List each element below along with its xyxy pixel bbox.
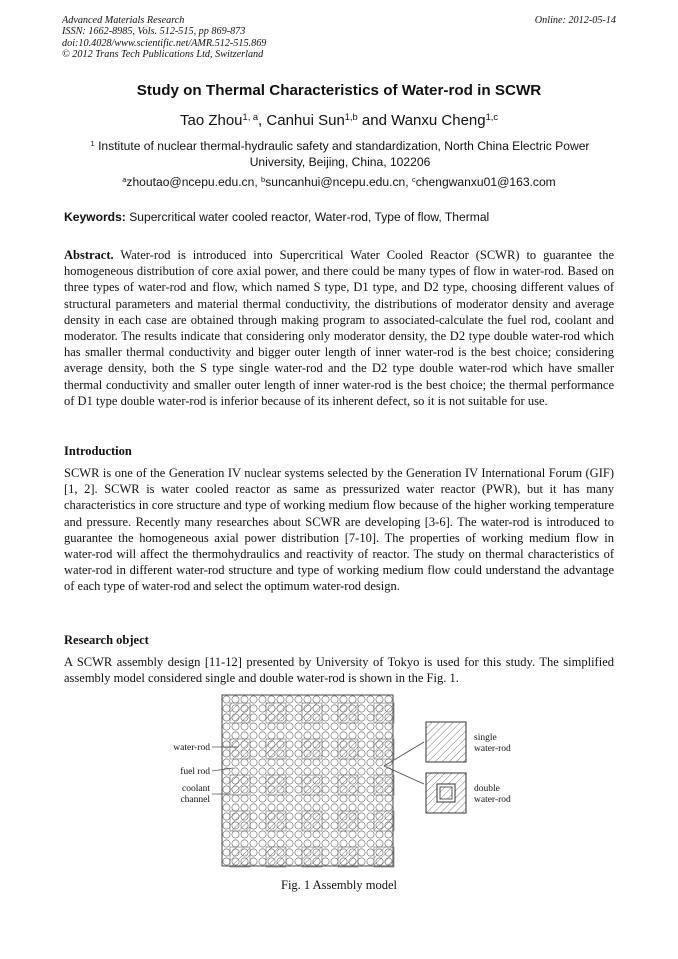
email-sup: c [411,174,416,184]
water-rod-cell [302,703,322,723]
copyright-line: © 2012 Trans Tech Publications Ltd, Switzerland [62,48,264,60]
water-rod-cell [374,703,394,723]
water-rod-cell [266,703,286,723]
section-heading-introduction: Introduction [64,444,132,458]
email-sup: a [122,174,127,184]
research-paragraph: A SCWR assembly design [11-12] presented by University of Tokyo is used for this study. The simplified assembly model considered single and double water-rod is shown in the Fig. 1. [64,655,614,686]
figure-labels-left [173,743,210,805]
introduction-paragraph: SCWR is one of the Generation IV nuclear systems selected by the Generation IV International Forum (GIF) [1, 2]. SCWR is water cooled reactor as same as pressurized water reactor (PWR), but it has many characteristics in core structure and type of working medium flow because of the higher working temperature and pressure. Recently many researches about SCWR are developing [3-6]. The water-rod is introduced to guarantee the homogeneous axial power distribution [7-10]. The properties of working medium flow in water-rod will affect the thermohydraulics and reactivity of reactor. The study on thermal characteristics of water-rod in different water-rod structure and type of working medium flow could understand the advantage of each type of water-rod and select the optimum water-rod design. [64,466,614,594]
water-rod-cell [338,739,358,759]
author-list [0,112,678,129]
abstract-text: Water-rod is introduced into Supercritical Water Cooled Reactor (SCWR) to guarantee the homogeneous distribution of core axial power, and there could be many types of flow in water-rod. Based on three types of water-rod and flow, which named S type, D1 type, and D2 type, choosing different values of structural parameters and material thermal conductivity, the distributions of moderator density and average density in each case are obtained through making program to associated-calculate the fuel rod, coolant and moderator. The results indicate that considering only moderator density, the D2 type double water-rod which has smaller thermal conductivity and bigger outer length of inner water-rod is the best choice; considering average density, both the S type single water-rod and the D2 type double water-rod which have smaller thermal conductivity and smaller outer length of inner water-rod is the best choice; the thermal performance of D1 type double water-rod is inferior because of its inherent defect, so it is not suitable for use. [64,248,614,408]
label-coolant: coolant [182,784,210,794]
abstract [64,247,614,409]
affiliation-text: Institute of nuclear thermal-hydraulic safety and standardization, North China Electric Power University, Beijing, China, 102206 [94,139,590,169]
author-separator: , [258,112,267,129]
author-name: Wanxu Cheng [391,112,486,129]
keywords-text: Supercritical water cooled reactor, Water-rod, Type of flow, Thermal [125,210,490,224]
section-heading-research-object: Research object [64,633,149,647]
water-rod-cell [302,847,322,867]
author-separator: and [357,112,392,129]
label-fuel-rod: fuel rod [180,767,210,777]
author-sup: 1,b [344,111,358,122]
water-rod-cell [230,811,250,831]
journal-header [62,15,266,60]
affiliation-sup: 1 [90,138,95,148]
double-water-rod-detail [426,773,466,813]
author-sup: 1, a [242,111,259,122]
journal-name: Advanced Materials Research [62,15,185,26]
water-rod-cell [374,775,394,795]
abstract-label: Abstract. [64,248,114,262]
water-rod-cell [230,703,250,723]
water-rod-cell [338,811,358,831]
email: suncanhui@ncepu.edu.cn, [265,175,412,189]
email-list [0,175,678,189]
water-rod-cell [338,775,358,795]
label-single: single [474,733,497,743]
water-rod-cell [266,847,286,867]
single-water-rod-detail [426,722,466,762]
label-single-water-rod: water-rod [474,744,511,754]
email: chengwanxu01@163.com [415,175,556,189]
paper-title: Study on Thermal Characteristics of Water-rod in SCWR [136,82,542,99]
label-water-rod: water-rod [173,743,210,753]
affiliation [70,138,610,170]
water-rod-cell [302,739,322,759]
water-rod-cell [374,811,394,831]
doi-line: doi:10.4028/www.scientific.net/AMR.512-515.869 [62,37,267,49]
water-rod-cell [266,775,286,795]
water-rod-cell [230,775,250,795]
water-rod-cell [338,703,358,723]
water-rod-cell [302,775,322,795]
author-name: Tao Zhou [179,112,243,129]
keywords-label: Keywords: [64,210,126,224]
keywords [64,210,489,224]
email-sup: b [261,174,266,184]
author-sup: 1,c [485,111,499,122]
water-rod-cell [266,739,286,759]
issn-line: ISSN: 1662-8985, Vols. 512-515, pp 869-873 [62,26,246,38]
figure-caption: Fig. 1 Assembly model [281,878,397,892]
label-channel: channel [180,795,210,805]
label-double: double [474,784,500,794]
water-rod-cell [266,811,286,831]
figure-labels-right [474,733,511,805]
author-name: Canhui Sun [266,112,345,129]
water-rod-cell [302,811,322,831]
label-double-water-rod: water-rod [474,795,511,805]
water-rod-cell [374,847,394,867]
water-rod-cell [230,847,250,867]
online-date: Online: 2012-05-14 [534,15,616,26]
assembly-lattice [222,695,394,867]
assembly-model-figure [160,690,530,875]
water-rod-cell [230,739,250,759]
water-rod-cell [374,739,394,759]
water-rod-cell [338,847,358,867]
email: zhoutao@ncepu.edu.cn, [126,175,262,189]
